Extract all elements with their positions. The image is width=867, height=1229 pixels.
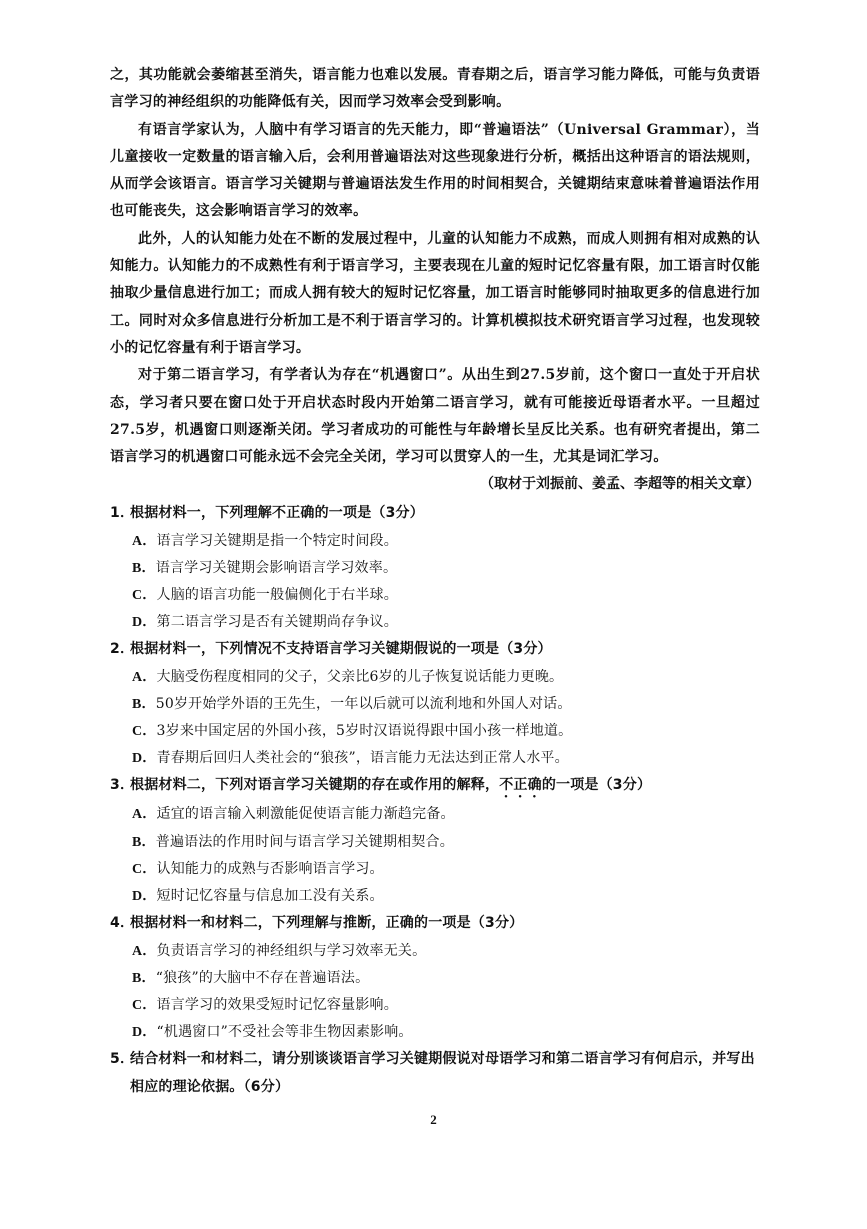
- material-paragraph: 之，其功能就会萎缩甚至消失，语言能力也难以发展。青春期之后，语言学习能力降低，可能与负责语言学习的神经组织的功能降低有关，因而学习效率会受到影响。: [110, 67, 760, 111]
- question-list: [110, 500, 760, 1100]
- option: [110, 938, 760, 965]
- option-text: 认知能力的成熟与否影响语言学习。: [156, 860, 384, 877]
- option-text: 负责语言学习的神经组织与学习效率无关。: [156, 942, 427, 959]
- question-3: [110, 772, 760, 910]
- option-letter: D．: [132, 1025, 157, 1041]
- option-text: 语言学习的效果受短时记忆容量影响。: [156, 996, 398, 1013]
- question-text: 根据材料二，下列对语言学习关键期的存在或作用的解释，: [130, 777, 500, 794]
- question-2: [110, 636, 760, 772]
- option-text: 人脑的语言功能一般偏侧化于右半球。: [156, 587, 398, 604]
- question-number: 1．: [110, 505, 135, 522]
- option-text: 短时记忆容量与信息加工没有关系。: [156, 888, 384, 905]
- option-text: 大脑受伤程度相同的父子，父亲比6岁的儿子恢复说话能力更晚。: [156, 668, 564, 685]
- question-stem: [110, 636, 760, 663]
- question-stem: [110, 500, 760, 527]
- option-text: 语言学习关键期会影响语言学习效率。: [155, 559, 398, 576]
- option-text: 50岁开始学外语的王先生，一年以后就可以流利地和外国人对话。: [155, 695, 572, 712]
- option-letter: C．: [132, 724, 157, 740]
- option: [110, 801, 760, 828]
- option-text: 语言学习关键期是指一个特定时间段。: [156, 532, 398, 549]
- option-letter: D．: [132, 615, 157, 631]
- question-stem: [110, 1046, 760, 1100]
- option-text: 青春期后回归人类社会的“狼孩”，语言能力无法达到正常人水平。: [156, 750, 569, 767]
- option: [110, 856, 760, 883]
- question-text: 根据材料一，下列情况不支持语言学习关键期假说的一项是（3分）: [130, 641, 552, 658]
- option: [110, 582, 760, 609]
- question-4: [110, 910, 760, 1046]
- option: [110, 718, 760, 745]
- option-letter: C．: [132, 997, 157, 1013]
- option: [110, 528, 760, 555]
- option-text: 适宜的语言输入刺激能促使语言能力渐趋完备。: [156, 806, 455, 823]
- option-letter: B．: [132, 834, 156, 850]
- option: [110, 555, 760, 582]
- option: [110, 745, 760, 772]
- option-letter: A．: [132, 807, 157, 823]
- option-text: 第二语言学习是否有关键期尚存争议。: [156, 614, 398, 631]
- emphasized-text: 不正确: [499, 777, 542, 794]
- option-text: 3岁来中国定居的外国小孩，5岁时汉语说得跟中国小孩一样地道。: [156, 723, 573, 740]
- option-letter: A．: [132, 943, 157, 959]
- question-stem: [110, 910, 760, 937]
- option: [110, 883, 760, 910]
- option-letter: C．: [132, 861, 157, 877]
- question-text-end: 的一项是（3分）: [541, 777, 652, 794]
- question-5: [110, 1046, 760, 1100]
- question-number: 5．: [110, 1051, 135, 1068]
- option: [110, 965, 760, 992]
- material-paragraph: 此外，人的认知能力处在不断的发展过程中，儿童的认知能力不成熟，而成人则拥有相对成熟的认知能力。认知能力的不成熟性有利于语言学习，主要表现在儿童的短时记忆容量有限，加工语言时仅能抽取少量信息进行加工；而成人拥有较大的短时记忆容量，加工语言时能够同时抽取更多的信息进行加工。同时对众多信息进行分析加工是不利于语言学习的。计算机模拟技术研究语言学习过程，也发现较小的记忆容量有利于语言学习。: [110, 230, 760, 356]
- question-text: 根据材料一，下列理解不正确的一项是（3分）: [130, 505, 424, 522]
- question-number: 4．: [110, 915, 135, 932]
- option-letter: A．: [132, 533, 157, 549]
- option-text: 普遍语法的作用时间与语言学习关键期相契合。: [155, 833, 454, 850]
- option-text: “狼孩”的大脑中不存在普遍语法。: [155, 969, 370, 986]
- option-text: “机遇窗口”不受社会等非生物因素影响。: [156, 1024, 413, 1041]
- option-letter: B．: [132, 970, 156, 986]
- material-paragraph: 有语言学家认为，人脑中有学习语言的先天能力，即“普遍语法”（Universal Grammar），当儿童接收一定数量的语言输入后，会利用普遍语法对这些现象进行分析，概括出这种语言的语法规则，从而学会该语言。语言学习关键期与普遍语法发生作用的时间相契合，关键期结束意味着普遍语法作用也可能丧失，这会影响语言学习的效率。: [110, 121, 760, 220]
- option: [110, 609, 760, 636]
- material-paragraph: 对于第二语言学习，有学者认为存在“机遇窗口”。从出生到27.5岁前，这个窗口一直处于开启状态，学习者只要在窗口处于开启状态时段内开始第二语言学习，就有可能接近母语者水平。一旦超过27.5岁，机遇窗口则逐渐关闭。学习者成功的可能性与年龄增长呈反比关系。也有研究者提出，第二语言学习的机遇窗口可能永远不会完全关闭，学习可以贯穿人的一生，尤其是词汇学习。: [110, 367, 760, 466]
- option-letter: D．: [132, 751, 157, 767]
- question-number: 2．: [110, 641, 135, 658]
- page-number: 2: [430, 1112, 437, 1127]
- option-letter: A．: [132, 669, 157, 685]
- question-text: 结合材料一和材料二，请分别谈谈语言学习关键期假说对母语学习和第二语言学习有何启示，并写出相应的理论依据。（6分）: [130, 1051, 755, 1095]
- option: [110, 829, 760, 856]
- option: [110, 992, 760, 1019]
- option: [110, 664, 760, 691]
- question-1: [110, 500, 760, 636]
- question-number: 3．: [110, 777, 135, 794]
- question-stem: [110, 772, 760, 801]
- option-letter: B．: [132, 560, 156, 576]
- material-source: （取材于刘振前、姜孟、李超等的相关文章）: [480, 476, 760, 493]
- question-text: 根据材料一和材料二，下列理解与推断，正确的一项是（3分）: [130, 915, 524, 932]
- option: [110, 1019, 760, 1046]
- page-content: [110, 62, 760, 1101]
- option: [110, 691, 760, 718]
- reading-material: [110, 62, 760, 498]
- option-letter: B．: [132, 696, 156, 712]
- option-letter: C．: [132, 588, 157, 604]
- option-letter: D．: [132, 889, 157, 905]
